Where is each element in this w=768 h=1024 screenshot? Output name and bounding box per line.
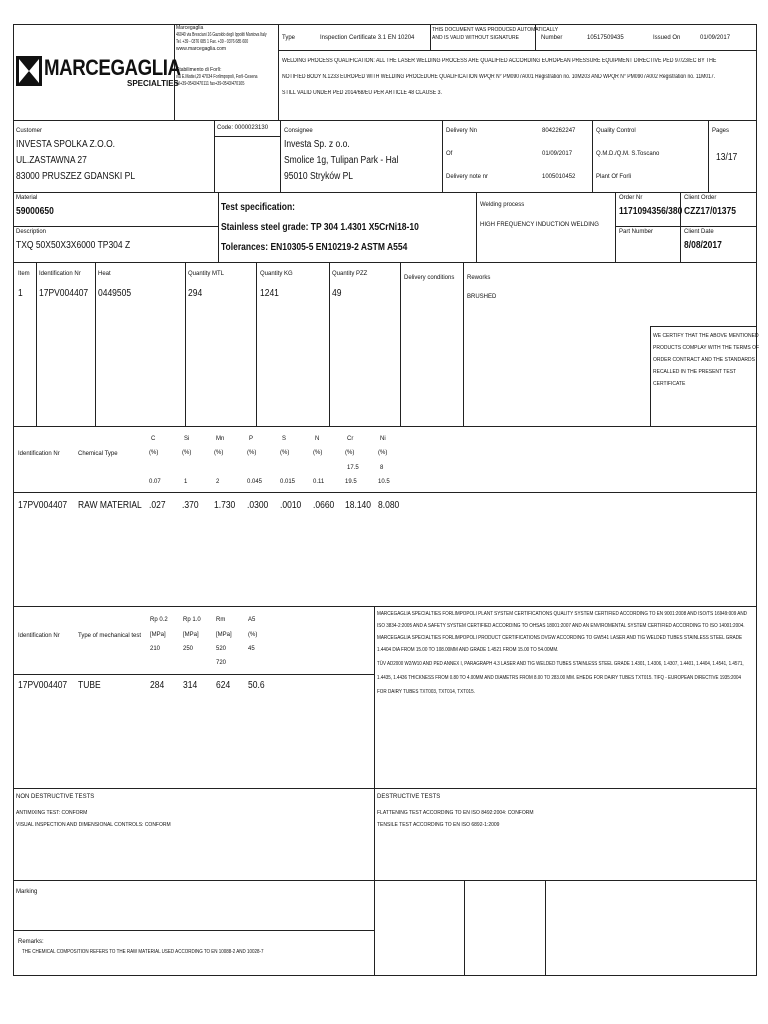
mech-col: Rp 1.0 <box>183 617 201 623</box>
mech-value: 624 <box>216 680 231 691</box>
items-header-cell: Quantity PZZ <box>332 271 368 277</box>
items-cell: 49 <box>332 288 342 299</box>
company-address <box>176 26 276 89</box>
divider <box>13 788 757 789</box>
order-label: Order Nr <box>619 195 643 201</box>
divider <box>650 326 651 426</box>
material-label: Material <box>16 195 38 201</box>
chem-value: 1.730 <box>214 500 236 511</box>
chem-value: 18.140 <box>345 500 372 511</box>
mech-id-label: Identification Nr <box>18 633 60 639</box>
mech-value: 284 <box>150 680 165 691</box>
divider <box>13 426 757 427</box>
chem-element: P <box>249 436 254 442</box>
chem-unit: (%) <box>280 450 290 456</box>
auto-note-line: THIS DOCUMENT WAS PRODUCED AUTOMATICALLY <box>432 27 559 33</box>
company-logo <box>16 54 181 94</box>
quality-control-label: Quality Control <box>596 128 636 134</box>
chem-element: S <box>282 436 287 442</box>
logo-subtext: SPECIALTIES <box>127 79 179 88</box>
customer-code: Code: 0000023130 <box>217 125 269 131</box>
divider <box>400 262 401 426</box>
chem-type-label: Chemical Type <box>78 451 118 457</box>
divider <box>95 262 96 426</box>
chem-unit: (%) <box>247 450 257 456</box>
customer-label: Customer <box>16 128 43 134</box>
divider <box>680 192 681 262</box>
marking-label: Marking <box>16 889 38 895</box>
type-value: Inspection Certificate 3.1 EN 10204 <box>320 35 415 41</box>
cert-line: MARCEGAGLIA SPECIALTIES FORLIMPOPOLI PLANT SYSTEM CERTIFICATIONS QUALITY SYSTEM CERTIFIED ACCORDING TO EN 9001:2008 AND ISO/TS 16949:009 AND <box>377 611 747 617</box>
mech-unit: [MPa] <box>216 632 232 638</box>
chem-value: .0010 <box>280 500 302 511</box>
chem-value: .027 <box>149 500 166 511</box>
welding-process-value: HIGH FREQUENCY INDUCTION WELDING <box>480 222 599 228</box>
cert-line: ISO 3834-2:2005 AND A SAFETY SYSTEM CERTIFIED ACCORDING TO OHSAS 18001:2007 AND AN ENVIROMENTAL SYSTEM CERTIFIED ACCORDING TO ISO 14001:2004. <box>377 623 745 629</box>
chem-element: Mn <box>216 436 225 442</box>
welding-qualification-line: STILL VALID UNDER PED 2014/68/EU PER ARTICLE 48 CLAUSE 3. <box>282 90 442 96</box>
certify-line: RECALLED IN THE PRESENT TEST <box>653 369 737 375</box>
address-line: via E.Mattei,20 47034 Forlimpopoli, Forlì-Cesena <box>176 74 258 80</box>
consignee-line: Investa Sp. z o.o. <box>284 139 350 150</box>
items-cell: 294 <box>188 288 203 299</box>
items-header-cell: Quantity KG <box>260 271 293 277</box>
material-value: 59000650 <box>16 206 54 217</box>
of-value: 01/09/2017 <box>542 151 573 157</box>
client-order-label: Client Order <box>684 195 717 201</box>
delivery-nn-value: 8042262247 <box>542 128 576 134</box>
chem-value: .0300 <box>247 500 269 511</box>
divider <box>278 50 757 51</box>
address-line: tel+39-0543/470111 fax+39-0543/470165 <box>176 81 245 87</box>
items-header-cell: Heat <box>98 271 111 277</box>
items-cell: 1241 <box>260 288 279 299</box>
welding-process-label: Welding process <box>480 202 525 208</box>
divider <box>708 120 709 192</box>
chem-value: 8.080 <box>378 500 400 511</box>
divider <box>615 226 757 227</box>
address-line <box>176 54 276 68</box>
mech-col: A5 <box>248 617 256 623</box>
mech-row-id: 17PV004407 <box>18 680 68 691</box>
mech-min: 520 <box>216 646 227 652</box>
chem-min: 8 <box>380 465 384 471</box>
mech-col: Rm <box>216 617 226 623</box>
chem-value: .0660 <box>313 500 335 511</box>
divider <box>374 606 375 976</box>
divider <box>13 930 374 931</box>
nd-test-line: ANTIMIXING TEST: CONFORM <box>16 810 88 816</box>
chem-unit: (%) <box>378 450 388 456</box>
divider <box>256 262 257 426</box>
mech-unit: [MPa] <box>183 632 199 638</box>
divider <box>464 880 465 976</box>
divider <box>36 262 37 426</box>
consignee-label: Consignee <box>284 128 313 134</box>
divider <box>329 262 330 426</box>
certify-line: WE CERTIFY THAT THE ABOVE MENTIONED <box>653 333 759 339</box>
divider <box>13 226 218 227</box>
mech-row-type: TUBE <box>78 680 101 691</box>
cert-line: 1.4435, 1.4436 THICKNESS FROM 0.80 TO 4.00MM AND DIAMETRS FROM 8.00 TO 283.00 MM. EHEDG FOR DAIRY TUBES TXT015. TIFQ - EUROPEAN DIRECTIVE 1935:2004 <box>377 675 742 681</box>
customer-line: INVESTA SPOLKA Z.O.O. <box>16 139 116 150</box>
test-spec-label: Test specification: <box>221 202 296 213</box>
chem-max: 0.11 <box>313 479 325 485</box>
chem-unit: (%) <box>345 450 355 456</box>
mech-value: 50.6 <box>248 680 265 691</box>
items-header-cell: Delivery conditions <box>404 275 455 281</box>
address-line: Stabilimento di Forlì: <box>176 67 222 73</box>
divider <box>218 192 219 262</box>
chem-element: Cr <box>347 436 354 442</box>
mech-type-label: Type of mechanical test <box>78 633 142 639</box>
items-cell: 1 <box>18 288 23 299</box>
of-label: Of <box>446 151 453 157</box>
cert-line: MARCEGAGLIA SPECIALTIES FORLIMPOPOLI PRODUCT CERTIFICATIONS DVGW ACCORDING TO GW541 LASER AND TIG WELDED TUBES STAINLESS STEEL GRADE <box>377 635 743 641</box>
divider <box>13 492 757 493</box>
delivery-note-value: 1005010452 <box>542 174 576 180</box>
cert-line: FOR DAIRY TUBES TXT003, TXT014, TXT015. <box>377 689 475 695</box>
divider <box>13 120 757 121</box>
chem-element: Ni <box>380 436 386 442</box>
chem-element: C <box>151 436 156 442</box>
divider <box>442 120 443 192</box>
divider <box>185 262 186 426</box>
remarks-label: Remarks: <box>18 939 44 945</box>
items-cell: 17PV004407 <box>39 288 89 299</box>
client-order-value: CZZ17/01375 <box>684 206 736 217</box>
consignee-line: Smolice 1g, Tulipan Park - Hal <box>284 155 399 166</box>
order-value: 1171094356/380 <box>619 206 683 217</box>
address-line: Tel. +39 - 0376 685 1 Fax. +39 - 0376 685 600 <box>176 39 249 45</box>
customer-line: 83000 PRUSZEZ GDANSKI PL <box>16 171 136 182</box>
divider <box>592 120 593 192</box>
items-header-cell: Reworks <box>467 275 491 281</box>
description-label: Description <box>16 229 47 235</box>
chem-max: 2 <box>216 479 220 485</box>
divider <box>615 192 616 262</box>
quality-control-value: Q.M.D./Q.M. S.Toscano <box>596 151 660 157</box>
client-date-label: Client Date <box>684 229 714 235</box>
issued-value: 01/09/2017 <box>700 35 731 41</box>
divider <box>13 674 374 675</box>
plant-value: Plant Of Forlì <box>596 174 632 180</box>
pages-value: 13/17 <box>716 152 738 163</box>
chem-element: N <box>315 436 320 442</box>
customer-line: UL.ZASTAWNA 27 <box>16 155 87 166</box>
certify-line: CERTIFICATE <box>653 381 686 387</box>
cert-line: 1.4404 DIA FROM 15.00 TO 108.00MM AND GRADE 1.4521 FROM 15.00 TO 54.00MM. <box>377 647 559 653</box>
logo-mark-icon <box>16 56 42 86</box>
logo-text: MARCEGAGLIA <box>44 55 181 80</box>
part-number-label: Part Number <box>619 229 654 235</box>
chem-unit: (%) <box>214 450 224 456</box>
destructive-tests-label: DESTRUCTIVE TESTS <box>377 794 441 800</box>
items-header-cell: Item <box>18 271 30 277</box>
mech-unit: (%) <box>248 632 258 638</box>
address-line: www.marcegaglia.com <box>176 46 227 52</box>
divider <box>476 192 477 262</box>
welding-qualification-line: WELDING PROCESS QUALIFICATION: ALL THE LASER WELDING PROCESS ARE QUALIFIED ACCORDING EUROPEAN PRESSURE EQUIPMENT DIRECTIVE PED 97/23/EC BY THE <box>282 58 717 64</box>
pages-label: Pages <box>712 128 730 134</box>
mech-col: Rp 0.2 <box>150 617 168 623</box>
chem-max: 10.5 <box>378 479 390 485</box>
steel-grade: Stainless steel grade: TP 304 1.4301 X5CrNi18-10 <box>221 222 419 233</box>
certify-line: PRODUCTS COMPLAY WITH THE TERMS OF <box>653 345 760 351</box>
items-header-cell: Identification Nr <box>39 271 81 277</box>
chem-row-type: RAW MATERIAL <box>78 500 142 511</box>
divider <box>13 192 757 193</box>
divider <box>278 24 279 120</box>
chem-element: Si <box>184 436 190 442</box>
items-cell: 0449505 <box>98 288 132 299</box>
client-date-value: 8/08/2017 <box>684 240 722 251</box>
delivery-nn-label: Delivery Nn <box>446 128 478 134</box>
mech-min: 250 <box>183 646 194 652</box>
number-value: 10517509435 <box>587 35 624 41</box>
chem-unit: (%) <box>149 450 159 456</box>
divider <box>463 262 464 426</box>
divider <box>13 606 757 607</box>
certify-line: ORDER CONTRACT AND THE STANDARDS <box>653 357 755 363</box>
address-line: Marcegaglia <box>176 25 204 31</box>
description-value: TXQ 50X50X3X6000 TP304 Z <box>16 240 131 251</box>
items-cell: BRUSHED <box>467 294 497 300</box>
chem-max: 19.5 <box>345 479 357 485</box>
mech-min: 210 <box>150 646 161 652</box>
d-test-line: TENSILE TEST ACCORDING TO EN ISO 6892-1:2009 <box>377 822 500 828</box>
chem-row-id: 17PV004407 <box>18 500 68 511</box>
chem-max: 0.015 <box>280 479 296 485</box>
tolerances: Tolerances: EN10305-5 EN10219-2 ASTM A554 <box>221 242 408 253</box>
chem-value: .370 <box>182 500 199 511</box>
welding-qualification-line: NOTIFIED BODY N.1233 EUROPED WITH WELDING PROCEDURE QUALIFICATION WPQR N° PM0907A001 Registration no. 10M203 AND WPQR N° PM0907A002 Registration no. 11M017. <box>282 74 716 80</box>
chem-max: 0.07 <box>149 479 161 485</box>
items-header-cell: Quantity MTL <box>188 271 225 277</box>
mech-min: 45 <box>248 646 255 652</box>
divider <box>13 262 757 263</box>
chem-unit: (%) <box>182 450 192 456</box>
divider <box>430 24 431 50</box>
address-line: 46040 via Bresciani 16 Gazoldo degli Ippoliti Mantova Italy <box>176 32 267 38</box>
issued-label: Issued On <box>653 35 681 41</box>
d-test-line: FLATTENING TEST ACCORDING TO EN ISO 8492:2004: CONFORM <box>377 810 534 816</box>
divider <box>214 136 280 137</box>
divider <box>13 880 757 881</box>
nd-test-line: VISUAL INSPECTION AND DIMENSIONAL CONTROLS: CONFORM <box>16 822 171 828</box>
consignee-line: 95010 Stryków PL <box>284 171 353 182</box>
auto-note-line: AND IS VALID WITHOUT SIGNATURE <box>432 35 519 41</box>
chem-id-label: Identification Nr <box>18 451 60 457</box>
mech-max: 720 <box>216 660 227 666</box>
divider <box>545 880 546 976</box>
chem-max: 0.045 <box>247 479 263 485</box>
number-label: Number <box>541 35 563 41</box>
divider <box>280 120 281 192</box>
type-label: Type <box>282 35 296 41</box>
cert-line: TÜV AD2000 W2/W10 AND PED ANNEX I, PARAGRAPH 4.3 LASER AND TIG WELDED TUBES STAINLESS STEEL GRADE 1.4301, 1.4306, 1.4307, 1.4401, 1.4404, 1.4541, 1.4571, <box>377 661 744 667</box>
chem-max: 1 <box>184 479 188 485</box>
divider <box>214 120 215 192</box>
mech-unit: [MPa] <box>150 632 166 638</box>
delivery-note-label: Delivery note nr <box>446 174 489 180</box>
non-destructive-tests-label: NON DESTRUCTIVE TESTS <box>16 794 95 800</box>
mech-value: 314 <box>183 680 198 691</box>
chem-min: 17.5 <box>347 465 359 471</box>
remarks-text: THE CHEMICAL COMPOSITION REFERS TO THE RAW MATERIAL USED ACCORDING TO EN 10088-2 AND 10028-7 <box>22 949 264 955</box>
chem-unit: (%) <box>313 450 323 456</box>
divider <box>650 326 757 327</box>
